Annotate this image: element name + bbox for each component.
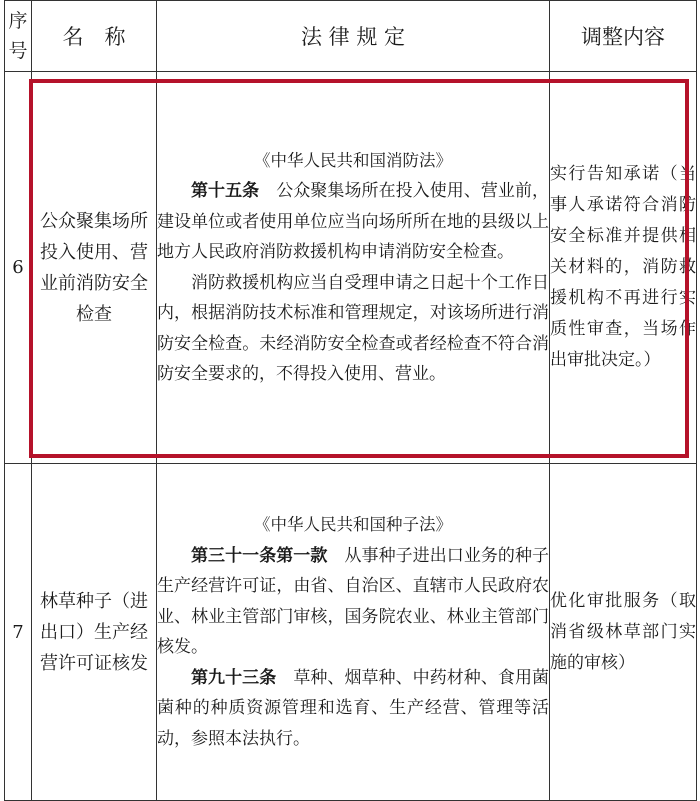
law-paragraph: [157, 176, 549, 268]
row-adjust: 实行告知承诺（当事人承诺符合消防安全标准并提供相关材料的，消防救援机构不再进行实质性审查，当场作出审批决定。）: [550, 72, 697, 464]
article-number: 第九十三条: [191, 667, 277, 688]
table-header-row: [5, 1, 697, 72]
article-text: 公众聚集场所在投入使用、营业前，建设单位或者使用单位应当向场所所在地的县级以上地方人民政府消防救援机构申请消防安全检查。: [157, 181, 550, 262]
row-seq: 6: [5, 72, 32, 464]
row-name: 公众聚集场所投入使用、营业前消防安全检查: [32, 72, 157, 464]
article-text: 草种、烟草种、中药材种、食用菌菌种的种质资源管理和选育、生产经营、管理等活动，参照本法执行。: [157, 667, 550, 749]
header-seq: 序号: [5, 1, 32, 72]
law-title: 《中华人民共和国消防法》: [254, 150, 452, 170]
table-row: [5, 464, 697, 801]
row-law: [157, 72, 550, 464]
article-text: 从事种子进出口业务的种子生产经营许可证，由省、自治区、直辖市人民政府农业、林业主管部门审核，国务院农业、林业主管部门核发。: [157, 545, 550, 657]
article-number: 第十五条: [191, 181, 260, 201]
header-name: 名 称: [32, 1, 157, 72]
row-name: 林草种子（进出口）生产经营许可证核发: [32, 464, 157, 801]
law-title: 《中华人民共和国种子法》: [254, 515, 452, 534]
law-paragraph: [157, 541, 549, 663]
header-law: 法 律 规 定: [157, 1, 550, 72]
table-row: [5, 72, 697, 464]
article-number: 第三十一条第一款: [191, 545, 328, 566]
law-adjustment-table: [4, 0, 697, 801]
row-seq: 7: [5, 464, 32, 801]
row-law: [157, 464, 550, 801]
law-paragraph: 消防救援机构应当自受理申请之日起十个工作日内，根据消防技术标准和管理规定，对该场所进行消防安全检查。未经消防安全检查或者经检查不符合消防安全要求的，不得投入使用、营业。: [157, 272, 549, 384]
row-adjust: 优化审批服务（取消省级林草部门实施的审核）: [550, 464, 697, 801]
law-paragraph: [157, 663, 549, 755]
header-adjust: 调整内容: [550, 1, 697, 72]
